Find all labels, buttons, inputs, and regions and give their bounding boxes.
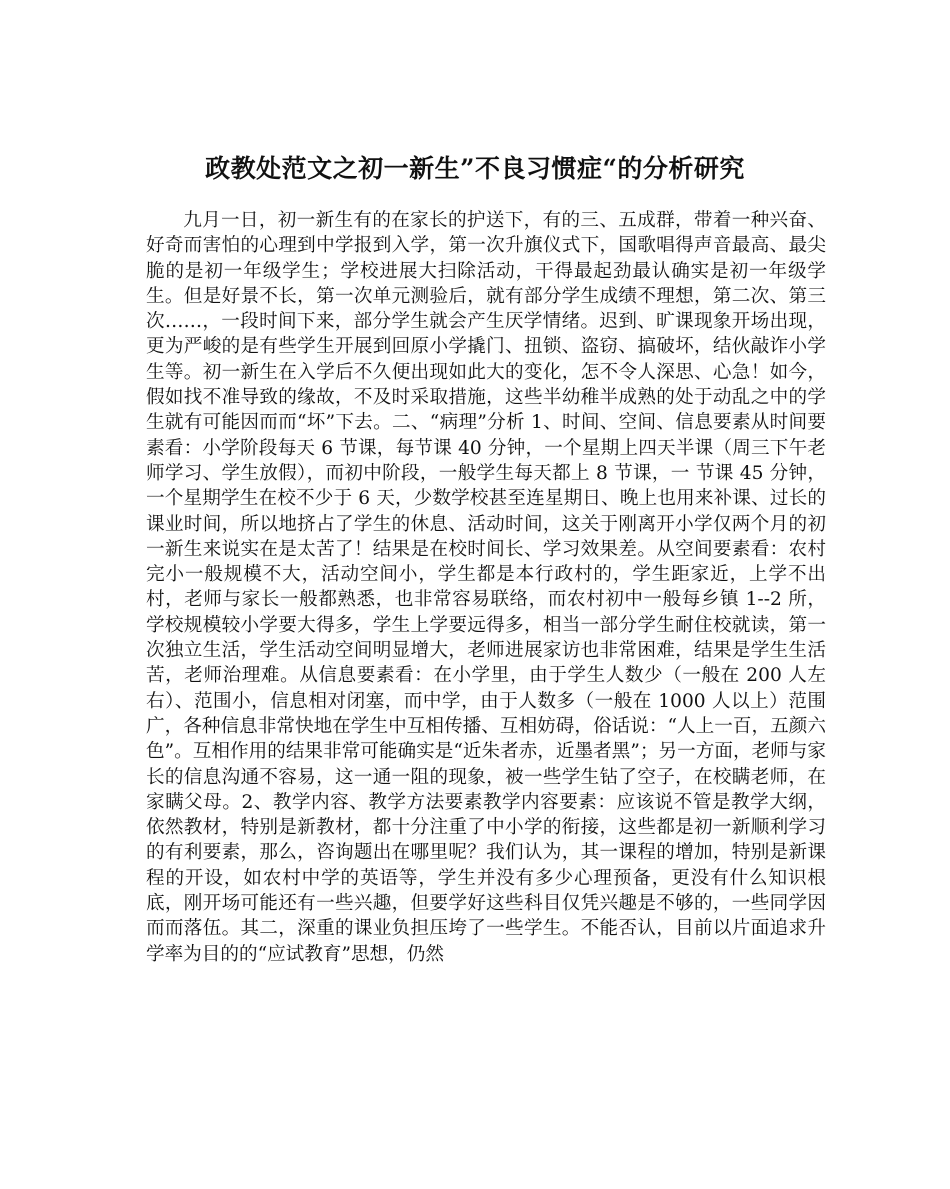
document-body-paragraph: 九月一日，初一新生有的在家长的护送下，有的三、五成群，带着一种兴奋、好奇而害怕的心理到中学报到入学，第一次升旗仪式下，国歌唱得声音最高、最尖脆的是初一年级学生；学校进展大扫除活动，干得最起劲最认确实是初一年级学生。但是好景不长，第一次单元测验后，就有部分学生成绩不理想，第二次、第三次……，一段时间下来，部分学生就会产生厌学情绪。迟到、旷课现象开场出现，更为严峻的是有些学生开展到回原小学撬门、扭锁、盗窃、搞破坏，结伙敲诈小学生等。初一新生在入学后不久便出现如此大的变化，怎不令人深思、心急！如今，假如找不准导致的缘故，不及时采取措施，这些半幼稚半成熟的处于动乱之中的学生就有可能因而而“坏”下去。二、“病理”分析 1、时间、空间、信息要素从时间要素看：小学阶段每天 6 节课，每节课 40 分钟，一个星期上四天半课（周三下午老师学习、学生放假），而初中阶段，一般学生每天都上 8 节课，一 节课 45 分钟，一个星期学生在校不少于 6 天，少数学校甚至连星期日、晚上也用来补课、过长的课业时间，所以地挤占了学生的休息、活动时间，这关于刚离开小学仅两个月的初一新生来说实在是太苦了！结果是在校时间长、学习效果差。从空间要素看：农村完小一般规模不大，活动空间小，学生都是本行政村的，学生距家近，上学不出村，老师与家长一般都熟悉，也非常容易联络，而农村初中一般每乡镇 1--2 所，学校规模较小学要大得多，学生上学要远得多，相当一部分学生耐住校就读，第一次独立生活，学生活动空间明显增大，老师进展家访也非常困难，结果是学生生活苦，老师治理难。从信息要素看：在小学里，由于学生人数少（一般在 200 人左右）、范围小，信息相对闭塞，而中学，由于人数多（一般在 1000 人以上）范围广，各种信息非常快地在学生中互相传播、互相妨碍，俗话说：“人上一百，五颜六色”。互相作用的结果非常可能确实是“近朱者赤，近墨者黑”；另一方面，老师与家长的信息沟通不容易，这一通一阻的现象，被一些学生钻了空子，在校瞒老师，在家瞒父母。2、教学内容、教学方法要素教学内容要素：应该说不管是教学大纲，依然教材，特别是新教材，都十分注重了中小学的衔接，这些都是初一新顺利学习的有利要素，那么，咨询题出在哪里呢？我们认为，其一课程的增加，特别是新课程的开设，如农村中学的英语等，学生并没有多少心理预备，更没有什么知识根底，刚开场可能还有一些兴趣，但要学好这些科目仅凭兴趣是不够的，一些同学因而而落伍。其二，深重的课业负担压垮了一些学生。不能否认，目前以片面追求升学率为目的的“应试教育”思想，仍然 — [146, 210, 826, 965]
document-title: 政教处范文之初一新生”不良习惯症“的分析研究 — [205, 153, 745, 183]
